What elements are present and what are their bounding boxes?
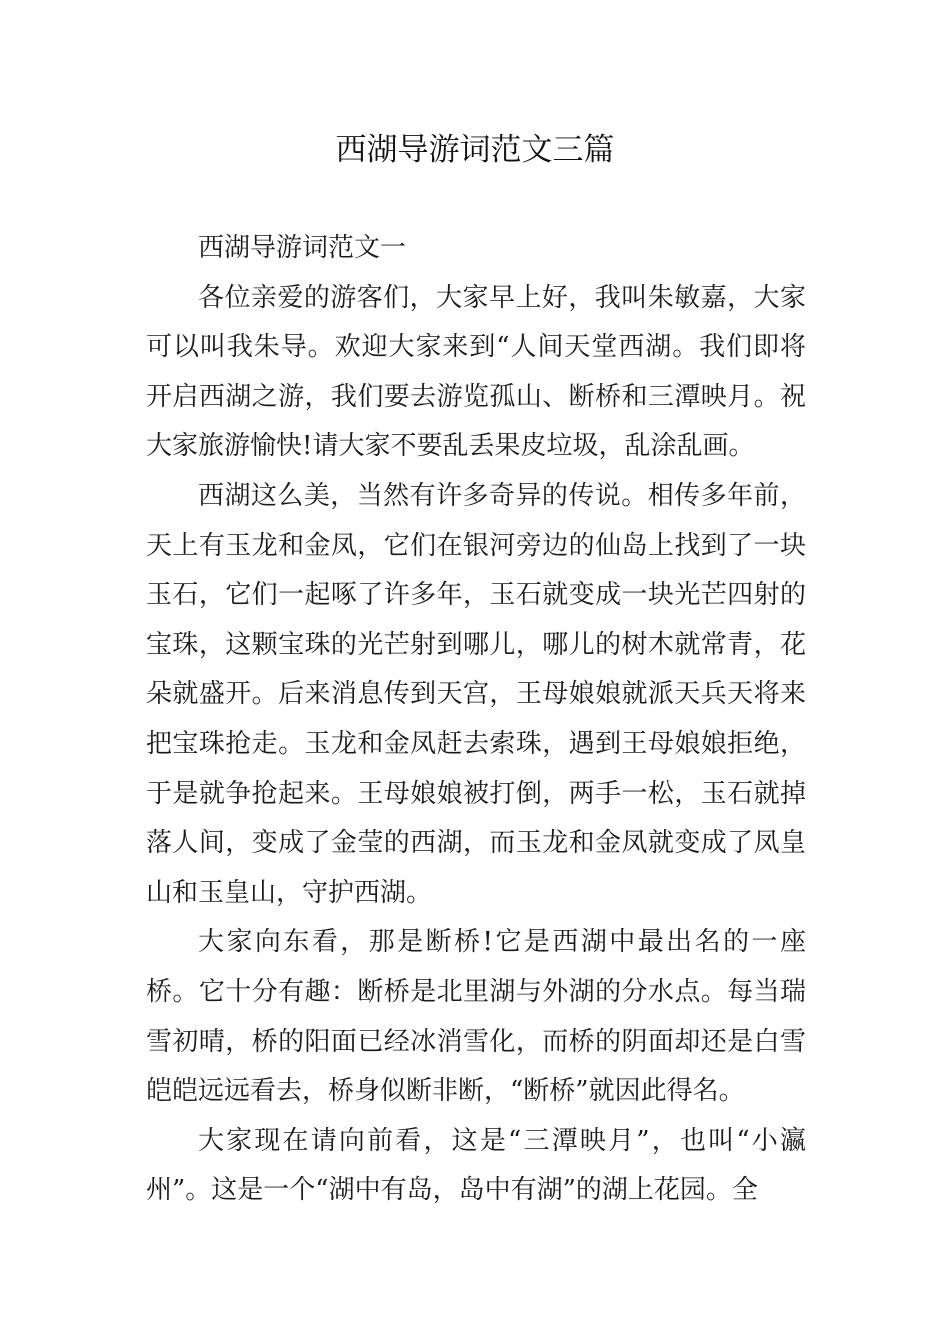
document-body xyxy=(146,224,806,1216)
document-title: 西湖导游词范文三篇 xyxy=(335,132,615,168)
section-heading: 西湖导游词范文一 xyxy=(198,233,407,263)
paragraph: 西湖这么美，当然有许多奇异的传说。相传多年前，天上有玉龙和金凤，它们在银河旁边的仙岛上找到了一块玉石，它们一起啄了许多年，玉石就变成一块光芒四射的宝珠，这颗宝珠的光芒射到哪儿，哪儿的树木就常青，花朵就盛开。后来消息传到天宫，王母娘娘就派天兵天将来把宝珠抢走。玉龙和金凤赶去索珠，遇到王母娘娘拒绝，于是就争抢起来。王母娘娘被打倒，两手一松，玉石就掉落人间，变成了金莹的西湖，而玉龙和金凤就变成了凤皇山和玉皇山，守护西湖。 xyxy=(146,480,806,908)
paragraph: 大家现在请向前看，这是“三潭映月”，也叫“小瀛州”。这是一个“湖中有岛，岛中有湖”的湖上花园。全 xyxy=(146,1125,806,1206)
paragraph: 各位亲爱的游客们，大家早上好，我叫朱敏嘉，大家可以叫我朱导。欢迎大家来到“人间天堂西湖。我们即将开启西湖之游，我们要去游览孤山、断桥和三潭映月。祝大家旅游愉快!请大家不要乱丢果皮垃圾，乱涂乱画。 xyxy=(146,282,806,462)
paragraph: 大家向东看，那是断桥!它是西湖中最出名的一座桥。它十分有趣：断桥是北里湖与外湖的分水点。每当瑞雪初晴，桥的阳面已经冰消雪化，而桥的阴面却还是白雪皑皑远远看去，桥身似断非断，“断桥”就因此得名。 xyxy=(146,927,806,1107)
